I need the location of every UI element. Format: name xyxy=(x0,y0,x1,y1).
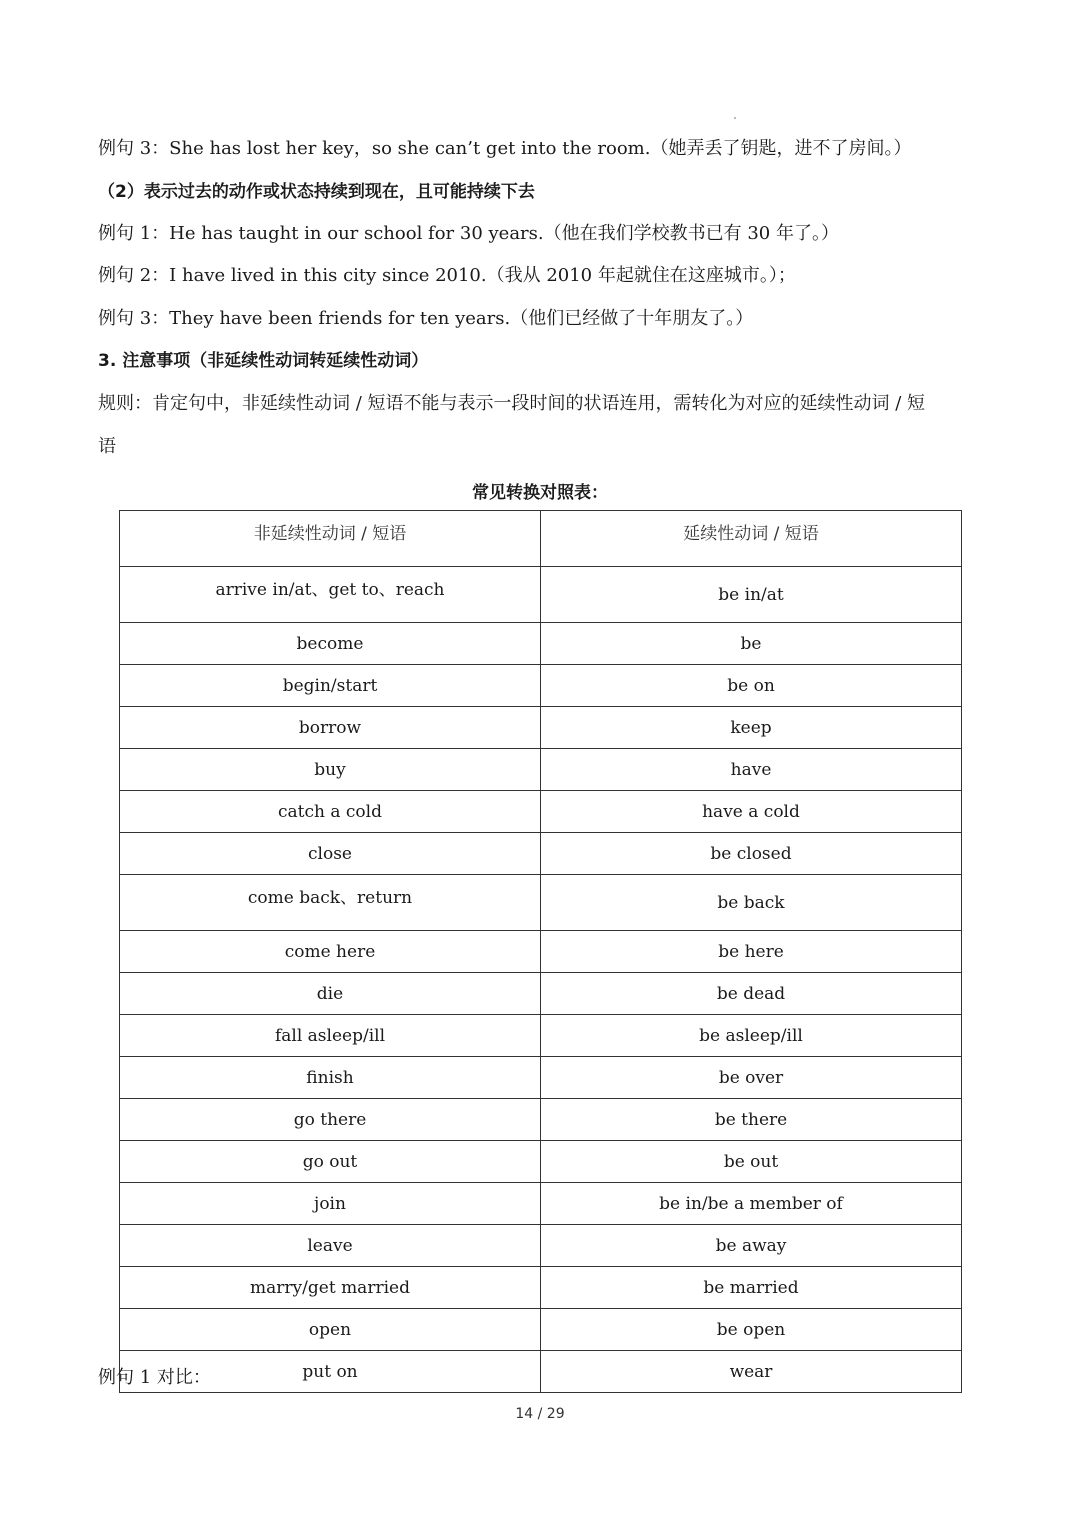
non-durative-cell: go out xyxy=(120,1141,541,1183)
non-durative-cell: come here xyxy=(120,931,541,973)
table-row xyxy=(120,665,962,707)
non-durative-cell: become xyxy=(120,623,541,665)
non-durative-cell: arrive in/at、get to、reach xyxy=(120,567,541,623)
non-durative-cell: leave xyxy=(120,1225,541,1267)
durative-cell: be there xyxy=(541,1099,962,1141)
table-row xyxy=(120,833,962,875)
table-row xyxy=(120,1057,962,1099)
rule-line-1: 规则：肯定句中，非延续性动词 / 短语不能与表示一段时间的状语连用，需转化为对应的延续性动词 / 短 xyxy=(98,393,926,414)
rule-line-2: 语 xyxy=(98,436,116,457)
table-row xyxy=(120,567,962,623)
table-row xyxy=(120,1183,962,1225)
non-durative-cell: die xyxy=(120,973,541,1015)
durative-cell: be here xyxy=(541,931,962,973)
durative-cell: be asleep/ill xyxy=(541,1015,962,1057)
example-2-lived: 例句 2：I have lived in this city since 2010.（我从 2010 年起就住在这座城市。）； xyxy=(98,265,796,286)
table-caption: 常见转换对照表： xyxy=(472,483,608,503)
example-1-comparison: 例句 1 对比： xyxy=(98,1367,211,1388)
table-row xyxy=(120,875,962,931)
non-durative-cell: put on xyxy=(120,1351,541,1393)
table-row xyxy=(120,973,962,1015)
non-durative-cell: open xyxy=(120,1309,541,1351)
example-3-friends: 例句 3：They have been friends for ten years.（他们已经做了十年朋友了。） xyxy=(98,308,754,329)
table-row xyxy=(120,1309,962,1351)
durative-cell: be closed xyxy=(541,833,962,875)
non-durative-cell: come back、return xyxy=(120,875,541,931)
section-3-heading: 3. 注意事项（非延续性动词转延续性动词） xyxy=(98,351,429,371)
non-durative-cell: join xyxy=(120,1183,541,1225)
conversion-table xyxy=(119,510,962,1393)
durative-cell: be xyxy=(541,623,962,665)
durative-cell: be over xyxy=(541,1057,962,1099)
stray-dot xyxy=(734,117,736,119)
durative-cell: have a cold xyxy=(541,791,962,833)
header-non-durative: 非延续性动词 / 短语 xyxy=(120,511,541,567)
table-row xyxy=(120,623,962,665)
durative-cell: be out xyxy=(541,1141,962,1183)
durative-cell: be away xyxy=(541,1225,962,1267)
header-durative: 延续性动词 / 短语 xyxy=(541,511,962,567)
table-header-row xyxy=(120,511,962,567)
durative-cell: be in/at xyxy=(541,567,962,623)
table-row xyxy=(120,1267,962,1309)
table-row xyxy=(120,1351,962,1393)
non-durative-cell: close xyxy=(120,833,541,875)
non-durative-cell: borrow xyxy=(120,707,541,749)
table-row xyxy=(120,749,962,791)
durative-cell: be married xyxy=(541,1267,962,1309)
table-row xyxy=(120,1099,962,1141)
table-row xyxy=(120,791,962,833)
durative-cell: be dead xyxy=(541,973,962,1015)
non-durative-cell: fall asleep/ill xyxy=(120,1015,541,1057)
table-row xyxy=(120,1225,962,1267)
table-row xyxy=(120,1141,962,1183)
example-3-lost-key: 例句 3：She has lost her key，so she can’t get into the room.（她弄丢了钥匙，进不了房间。） xyxy=(98,138,912,159)
durative-cell: keep xyxy=(541,707,962,749)
non-durative-cell: marry/get married xyxy=(120,1267,541,1309)
durative-cell: be open xyxy=(541,1309,962,1351)
non-durative-cell: buy xyxy=(120,749,541,791)
non-durative-cell: go there xyxy=(120,1099,541,1141)
durative-cell: be back xyxy=(541,875,962,931)
non-durative-cell: begin/start xyxy=(120,665,541,707)
subheading-2: （2）表示过去的动作或状态持续到现在，且可能持续下去 xyxy=(98,182,535,202)
durative-cell: wear xyxy=(541,1351,962,1393)
non-durative-cell: catch a cold xyxy=(120,791,541,833)
durative-cell: be in/be a member of xyxy=(541,1183,962,1225)
table-row xyxy=(120,1015,962,1057)
non-durative-cell: finish xyxy=(120,1057,541,1099)
page-number: 14 / 29 xyxy=(515,1406,565,1422)
table-row xyxy=(120,931,962,973)
durative-cell: be on xyxy=(541,665,962,707)
durative-cell: have xyxy=(541,749,962,791)
example-1-taught: 例句 1：He has taught in our school for 30 years.（他在我们学校教书已有 30 年了。） xyxy=(98,223,839,244)
table-row xyxy=(120,707,962,749)
